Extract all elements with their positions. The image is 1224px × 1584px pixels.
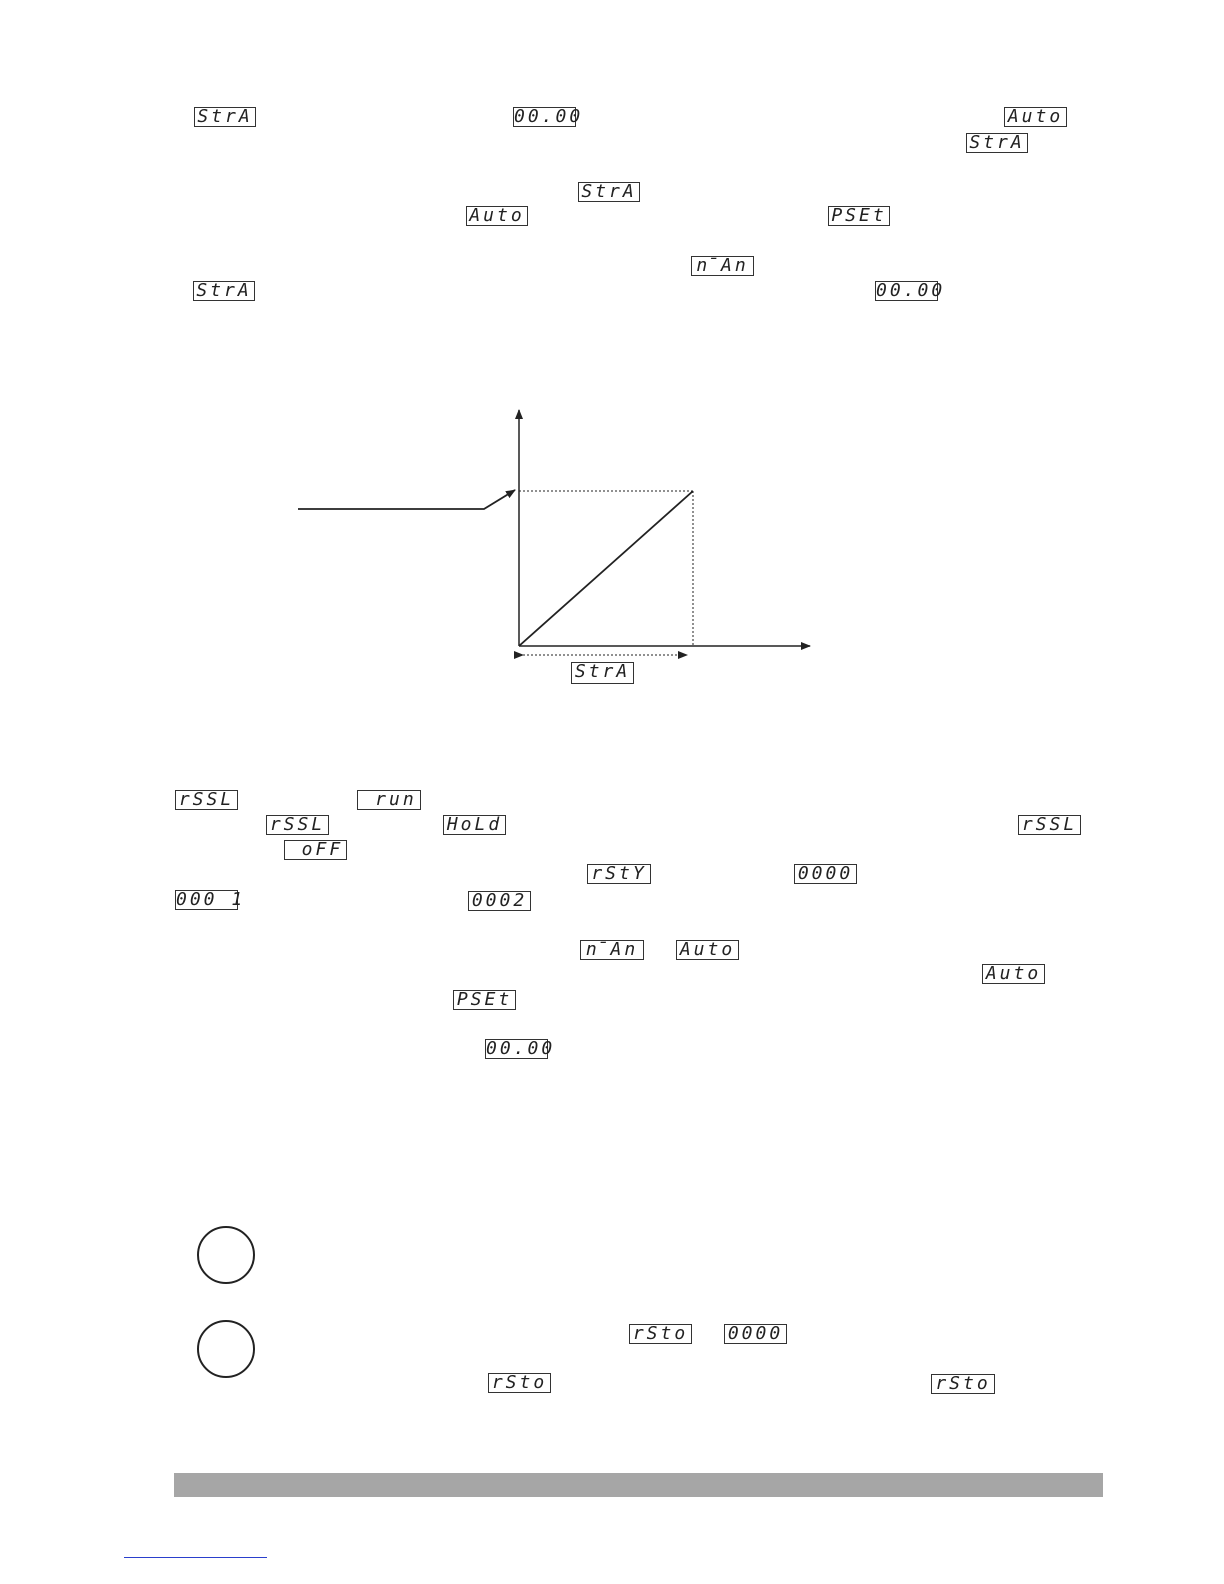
- display-auto: Auto: [982, 964, 1045, 984]
- display-rsto: rSto: [488, 1373, 551, 1393]
- display-zero: 00.00: [486, 1038, 556, 1059]
- display-hold: HoLd: [443, 815, 506, 835]
- display-0001: 000 1: [176, 889, 246, 910]
- display-rssl: rSSL: [1018, 815, 1081, 835]
- display-man: n̄An: [580, 940, 644, 960]
- ramp-line: [519, 491, 693, 646]
- display-zero: 00.00: [876, 280, 946, 301]
- display-man: n̄An: [691, 256, 754, 276]
- display-rsto: rSto: [629, 1324, 692, 1344]
- display-0000: 0000: [724, 1324, 787, 1344]
- display-rsto: rSto: [931, 1374, 995, 1394]
- display-rssl: rSSL: [175, 790, 238, 810]
- display-0000: 0000: [794, 864, 857, 884]
- display-zero: 00.00: [514, 106, 584, 127]
- display-rssl: rSSL: [266, 815, 329, 835]
- ramp-diagram: [0, 0, 1224, 720]
- duration-label: StrA: [571, 662, 634, 684]
- display-auto: Auto: [676, 940, 739, 960]
- footer-link-underline[interactable]: [124, 1557, 267, 1558]
- display-rsty: rStY: [587, 864, 651, 884]
- display-stra: StrA: [193, 281, 255, 301]
- footer-bar: [174, 1473, 1103, 1497]
- note-circle-icon: [197, 1320, 255, 1378]
- display-auto: Auto: [1004, 107, 1067, 127]
- display-pset: PSEt: [453, 990, 516, 1010]
- display-stra: StrA: [966, 133, 1028, 153]
- setpoint-pointer: [298, 490, 515, 509]
- note-circle-icon: [197, 1226, 255, 1284]
- display-0002: 0002: [468, 891, 531, 911]
- display-pset: PSEt: [828, 206, 890, 226]
- display-run: run: [357, 790, 421, 810]
- display-off: oFF: [284, 840, 347, 860]
- display-stra: StrA: [578, 182, 640, 202]
- display-stra: StrA: [194, 107, 256, 127]
- display-auto: Auto: [466, 206, 528, 226]
